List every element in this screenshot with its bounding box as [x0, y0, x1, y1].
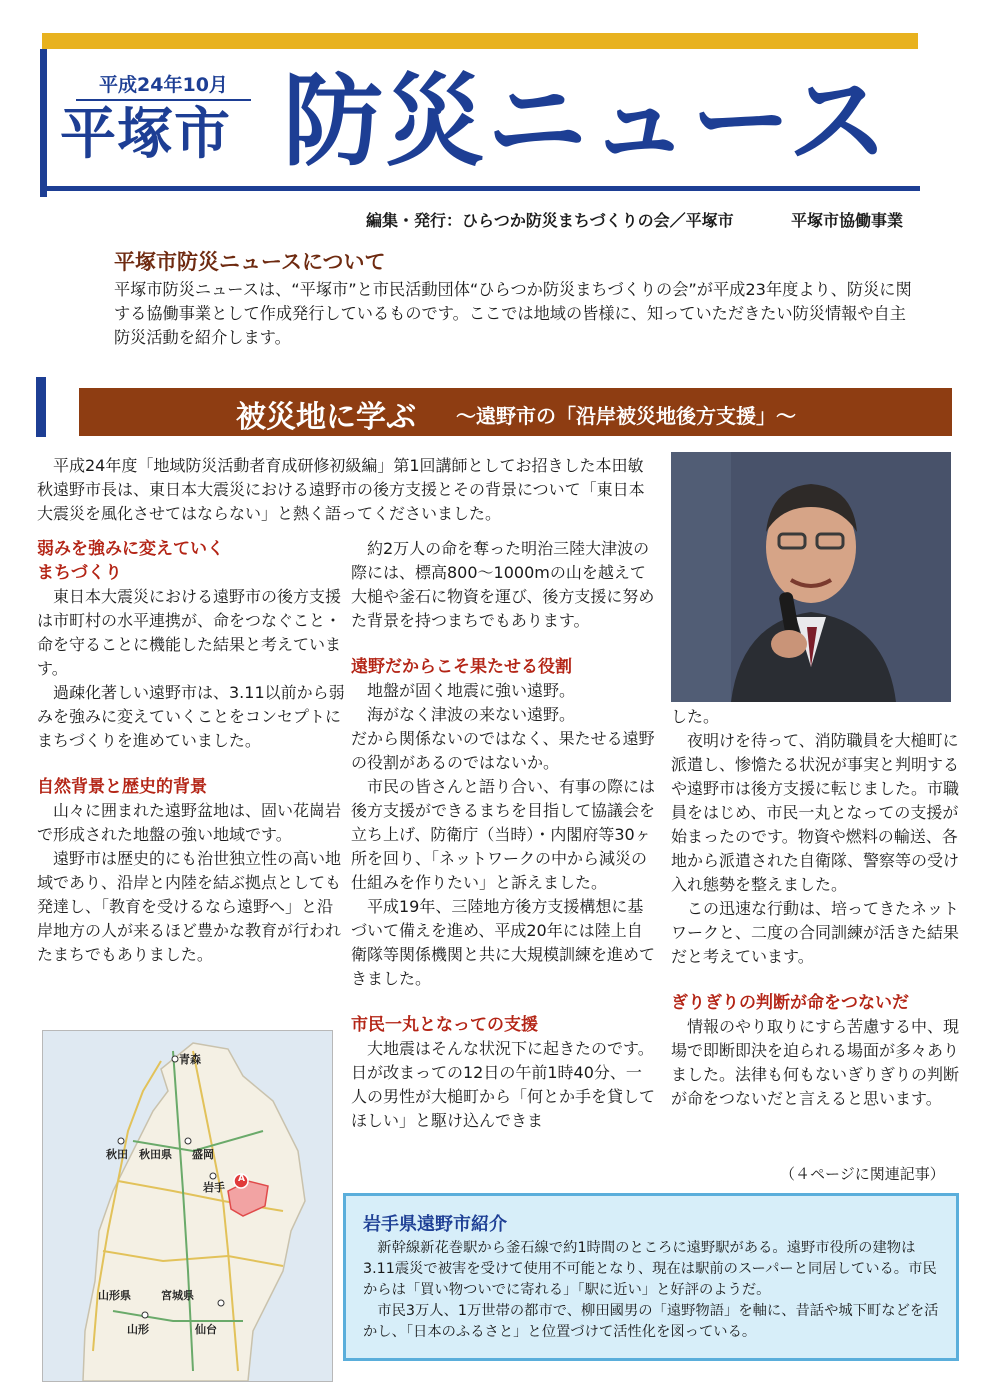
map-graphic	[43, 1031, 332, 1381]
map-label-yamagata: 山形	[127, 1323, 149, 1336]
masthead-rule	[47, 186, 920, 191]
partner-line: 平塚市協働事業	[791, 211, 904, 230]
paragraph: この迅速な行動は、培ってきたネットワークと、二度の合同訓練が活きた結果だと考えています。	[671, 899, 960, 966]
map-label-aomori: 青森	[179, 1053, 201, 1066]
feature-title: 被災地に学ぶ	[236, 400, 416, 435]
map-marker-label: A	[238, 1174, 245, 1184]
band-accent	[36, 377, 46, 437]
map-label-akita: 秋田	[106, 1148, 128, 1161]
paragraph: 山々に囲まれた遠野盆地は、固い花崗岩で形成された地盤の強い地域です。	[37, 801, 342, 844]
paragraph: 約2万人の命を奪った明治三陸大津波の際には、標高800～1000mの山を越えて大槌や釜石に物資を運び、後方支援に努めた背景を持つまちでもあります。	[351, 539, 655, 630]
column-1	[37, 537, 345, 967]
masthead-top-bar	[42, 33, 918, 49]
map-label-sendai: 仙台	[195, 1323, 217, 1336]
paragraph: 市民3万人、1万世帯の都市で、柳田國男の「遠野物語」を軸に、昔話や城下町などを活かし、「日本のふるさと」と位置づけて活性化を図っている。	[363, 1303, 939, 1340]
intro-heading: 平塚市防災ニュースについて	[114, 250, 386, 274]
map-label-akita-pref: 秋田県	[139, 1148, 172, 1161]
issue-date: 平成24年10月	[76, 70, 251, 101]
map-label-yamagata-pref: 山形県	[98, 1289, 131, 1302]
map-label-morioka: 盛岡	[192, 1148, 214, 1161]
feature-lead	[37, 454, 657, 526]
paragraph: 東日本大震災における遠野市の後方支援は市町村の水平連携が、命をつなぐこと・命を守ることに機能した結果と考えています。	[37, 587, 342, 678]
paragraph: した。	[671, 707, 720, 726]
tohoku-map	[42, 1030, 333, 1382]
paragraph: 海がなく津波の来ない遠野。	[367, 705, 576, 724]
speaker-illustration	[671, 452, 951, 702]
newsletter-title: 防災ニュース	[283, 63, 890, 180]
paragraph: だから関係ないのではなく、果たせる遠野の役割があるのではないか。	[351, 729, 655, 772]
section-heading-cont: まちづくり	[37, 563, 122, 583]
paragraph: 新幹線新花巻駅から釜石線で約1時間のところに遠野駅がある。遠野市役所の建物は3.11震災で被害を受けて使用不可能となり、現在は駅前のスーパーと同居している。市民からは「買い物ついでに寄れる」「駅に近い」と好評のようだ。	[363, 1240, 937, 1298]
section-heading: 弱みを強みに変えていく	[37, 539, 224, 559]
feature-subtitle: ～遠野市の「沿岸被災地後方支援」～	[456, 404, 796, 428]
paragraph: 市民の皆さんと語り合い、有事の際には後方支援ができるまちを目指して協議会を立ち上げ、防衛庁（当時）・内閣府等30ヶ所を回り、「ネットワークの中から減災の仕組みを作りたい」と訴えました。	[351, 777, 656, 892]
mayor-photo	[671, 452, 951, 702]
paragraph: 情報のやり取りにすら苦慮する中、現場で即断即決を迫られる場面が多々ありました。法律も何もないぎりぎりの判断が命をつないだと言えると思います。	[671, 1017, 960, 1108]
info-text	[363, 1238, 945, 1343]
related-article-note: （４ページに関連記事）	[780, 1165, 945, 1183]
feature-band	[79, 388, 952, 436]
intro-text: 平塚市防災ニュースは、“平塚市”と市民活動団体“ひらつか防災まちづくりの会”が平成23年度より、防災に関する協働事業として作成発行しているものです。ここでは地域の皆様に、知っていただきたい防災情報や自主防災活動を紹介します。	[114, 280, 912, 347]
paragraph: 大地震はそんな状況下に起きたのです。日が改まっての12日の午前1時40分、一人の男性が大槌町から「何とか手を貸してほしい」と駆け込んできま	[351, 1039, 656, 1130]
lead-paragraph: 平成24年度「地域防災活動者育成研修初級編」第1回講師としてお招きした本田敏秋遠野市長は、東日本大震災における遠野市の後方支援とその背景について「東日本大震災を風化させてはならない」と熱く語ってくださいました。	[37, 456, 645, 523]
paragraph: 遠野市は歴史的にも治世独立性の高い地域であり、沿岸と内陸を結ぶ拠点としても発達し、「教育を受けるなら遠野へ」と沿岸地方の人が来るほど豊かな教育が行われたまちでもありました。	[37, 849, 342, 964]
column-2	[351, 537, 655, 1133]
paragraph: 地盤が固く地震に強い遠野。	[367, 681, 576, 700]
map-label-miyagi-pref: 宮城県	[161, 1289, 194, 1302]
tono-intro-box	[343, 1193, 959, 1361]
section-heading: 市民一丸となっての支援	[351, 1015, 538, 1035]
publisher-line: 編集・発行：ひらつか防災まちづくりの会／平塚市	[366, 211, 734, 230]
section-heading: 自然背景と歴史的背景	[37, 777, 207, 797]
section-heading: ぎりぎりの判断が命をつないだ	[671, 993, 909, 1013]
city-name: 平塚市	[60, 102, 231, 167]
paragraph: 過疎化著しい遠野市は、3.11以前から弱みを強みに変えていくことをコンセプトにまちづくりを進めていました。	[37, 683, 345, 750]
column-3	[671, 705, 961, 1111]
info-heading: 岩手県遠野市紹介	[363, 1214, 507, 1235]
map-label-iwate: 岩手	[203, 1181, 225, 1194]
paragraph: 夜明けを待って、消防職員を大槌町に派遣し、惨憺たる状況が事実と判明するや遠野市は後方支援に転じました。市職員をはじめ、市民一丸となっての支援が始まったのです。物資や燃料の輸送、各地から派遣された自衛隊、警察等の受け入れ態勢を整えました。	[671, 731, 960, 894]
paragraph: 平成19年、三陸地方後方支援構想に基づいて備えを進め、平成20年には陸上自衛隊等関係機関と共に大規模訓練を進めてきました。	[351, 897, 656, 988]
section-heading: 遠野だからこそ果たせる役割	[351, 657, 572, 677]
